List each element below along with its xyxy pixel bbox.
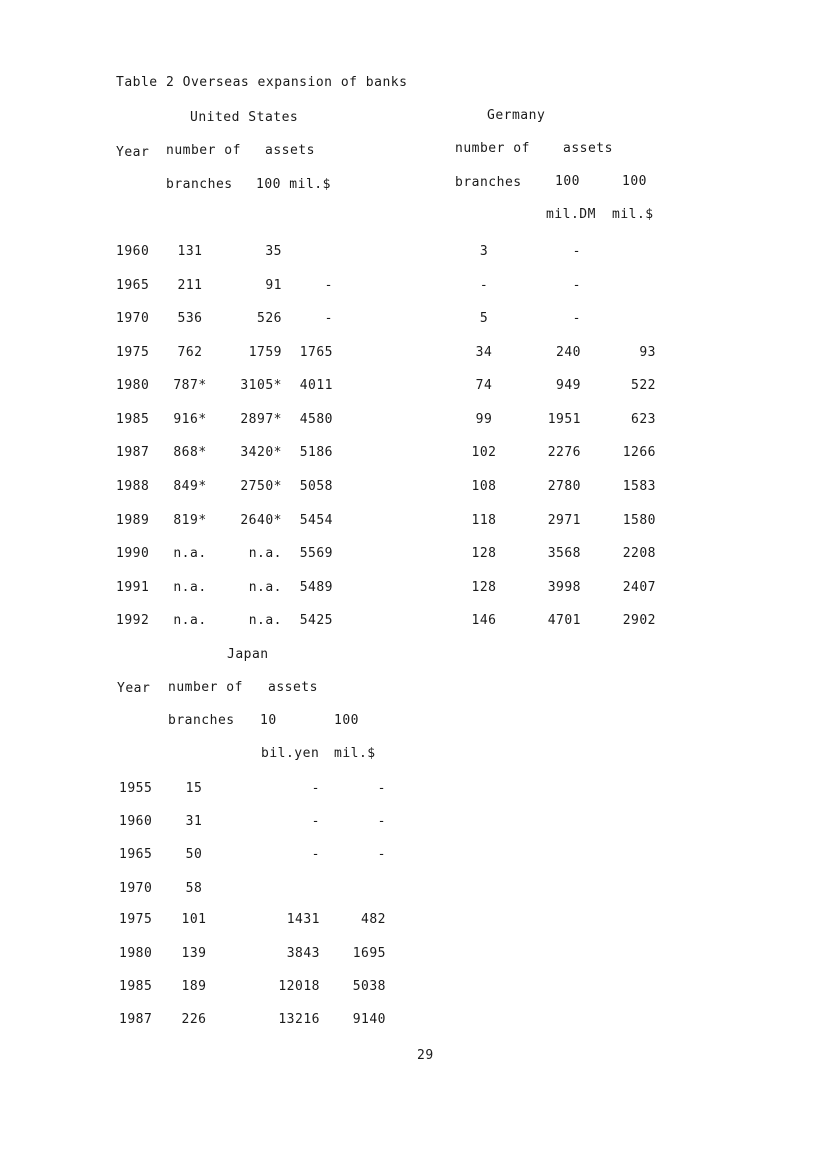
us-row-branches: 762 bbox=[177, 345, 203, 360]
germany-row-assets-usd: 2902 bbox=[622, 613, 656, 628]
japan-row-year: 1960 bbox=[119, 814, 153, 829]
germany-row-branches: 102 bbox=[471, 445, 497, 460]
us-row-branches: 849* bbox=[173, 479, 207, 494]
japan-table-row bbox=[0, 912, 827, 928]
japan-table-row bbox=[0, 946, 827, 962]
us-row-assets-b: 5454 bbox=[299, 513, 333, 528]
germany-row-assets-usd: 1583 bbox=[622, 479, 656, 494]
japan-table-row bbox=[0, 781, 827, 797]
us-row-branches: n.a. bbox=[173, 546, 207, 561]
us-table-row bbox=[0, 546, 827, 562]
us-table-row bbox=[0, 244, 827, 260]
germany-row-assets-usd: 1580 bbox=[622, 513, 656, 528]
germany-row-assets-usd: 93 bbox=[639, 345, 656, 360]
us-row-assets-a: n.a. bbox=[248, 546, 282, 561]
us-row-year: 1991 bbox=[116, 580, 150, 595]
japan-row-assets-usd: - bbox=[377, 781, 386, 796]
us-table-row bbox=[0, 345, 827, 361]
germany-col-branches: branches bbox=[455, 175, 522, 190]
japan-table-row bbox=[0, 847, 827, 863]
us-row-assets-b: 4011 bbox=[299, 378, 333, 393]
germany-row-branches: 5 bbox=[479, 311, 489, 326]
us-table-row bbox=[0, 479, 827, 495]
japan-row-assets-yen: 13216 bbox=[278, 1012, 320, 1027]
us-row-year: 1970 bbox=[116, 311, 150, 326]
japan-table-row bbox=[0, 881, 827, 897]
us-row-assets-a: 3105* bbox=[240, 378, 282, 393]
us-row-assets-b: 5489 bbox=[299, 580, 333, 595]
germany-col-unit-a-bottom: mil.DM bbox=[546, 207, 596, 222]
us-table-row bbox=[0, 378, 827, 394]
japan-col-unit-a-bottom: bil.yen bbox=[261, 746, 320, 761]
japan-row-assets-yen: 1431 bbox=[286, 912, 320, 927]
japan-row-assets-usd: 1695 bbox=[352, 946, 386, 961]
table-title: Table 2 Overseas expansion of banks bbox=[116, 75, 408, 90]
japan-col-number-of: number of bbox=[168, 680, 243, 695]
us-row-branches: 868* bbox=[173, 445, 207, 460]
us-row-assets-b: 5425 bbox=[299, 613, 333, 628]
japan-row-assets-usd: - bbox=[377, 814, 386, 829]
germany-row-assets-dm: - bbox=[572, 311, 581, 326]
us-row-assets-a: 2897* bbox=[240, 412, 282, 427]
japan-row-branches: 139 bbox=[181, 946, 207, 961]
us-row-branches: 536 bbox=[177, 311, 203, 326]
us-row-assets-b: - bbox=[324, 278, 333, 293]
japan-row-assets-yen: - bbox=[311, 847, 320, 862]
germany-col-unit-b-top: 100 bbox=[622, 174, 647, 189]
us-row-assets-b: 1765 bbox=[299, 345, 333, 360]
us-table-row bbox=[0, 311, 827, 327]
germany-row-branches: 128 bbox=[471, 580, 497, 595]
germany-row-assets-dm: - bbox=[572, 278, 581, 293]
japan-row-assets-yen: - bbox=[311, 781, 320, 796]
japan-row-assets-yen: 3843 bbox=[286, 946, 320, 961]
japan-row-year: 1965 bbox=[119, 847, 153, 862]
us-row-year: 1985 bbox=[116, 412, 150, 427]
us-col-assets-unit: 100 mil.$ bbox=[256, 177, 331, 192]
japan-row-year: 1955 bbox=[119, 781, 153, 796]
us-row-assets-b: - bbox=[324, 311, 333, 326]
japan-col-year: Year bbox=[117, 681, 151, 696]
japan-row-assets-yen: 12018 bbox=[278, 979, 320, 994]
germany-col-assets: assets bbox=[563, 141, 613, 156]
us-table-row bbox=[0, 278, 827, 294]
germany-row-assets-dm: 4701 bbox=[547, 613, 581, 628]
us-table-row bbox=[0, 580, 827, 596]
japan-row-year: 1980 bbox=[119, 946, 153, 961]
germany-row-branches: 34 bbox=[475, 345, 493, 360]
germany-row-assets-dm: 3568 bbox=[547, 546, 581, 561]
us-row-assets-a: 91 bbox=[265, 278, 282, 293]
us-row-assets-a: n.a. bbox=[248, 580, 282, 595]
us-row-year: 1960 bbox=[116, 244, 150, 259]
japan-col-unit-b-bottom: mil.$ bbox=[334, 746, 376, 761]
germany-row-branches: 3 bbox=[479, 244, 489, 259]
germany-row-branches: 146 bbox=[471, 613, 497, 628]
us-row-assets-b: 5186 bbox=[299, 445, 333, 460]
japan-table-row bbox=[0, 1012, 827, 1028]
us-row-assets-a: 3420* bbox=[240, 445, 282, 460]
us-table-row bbox=[0, 513, 827, 529]
japan-col-unit-b-top: 100 bbox=[334, 713, 359, 728]
page-number: 29 bbox=[417, 1048, 434, 1063]
us-row-year: 1989 bbox=[116, 513, 150, 528]
japan-col-assets: assets bbox=[268, 680, 318, 695]
germany-row-branches: 118 bbox=[471, 513, 497, 528]
us-table-row bbox=[0, 412, 827, 428]
germany-row-assets-dm: 240 bbox=[556, 345, 581, 360]
us-row-assets-a: 526 bbox=[257, 311, 282, 326]
us-row-assets-b: 5569 bbox=[299, 546, 333, 561]
germany-row-assets-usd: 2407 bbox=[622, 580, 656, 595]
germany-row-assets-dm: 949 bbox=[556, 378, 581, 393]
us-row-branches: 787* bbox=[173, 378, 207, 393]
japan-row-year: 1987 bbox=[119, 1012, 153, 1027]
germany-row-assets-dm: 1951 bbox=[547, 412, 581, 427]
japan-row-year: 1970 bbox=[119, 881, 153, 896]
us-col-branches: branches bbox=[166, 177, 233, 192]
us-heading: United States bbox=[190, 110, 299, 125]
japan-row-branches: 189 bbox=[181, 979, 207, 994]
germany-col-unit-b-bottom: mil.$ bbox=[612, 207, 654, 222]
germany-row-branches: 99 bbox=[475, 412, 493, 427]
germany-row-branches: 128 bbox=[471, 546, 497, 561]
germany-row-assets-dm: 2276 bbox=[547, 445, 581, 460]
japan-col-branches: branches bbox=[168, 713, 235, 728]
germany-heading: Germany bbox=[487, 108, 546, 123]
germany-row-assets-usd: 1266 bbox=[622, 445, 656, 460]
germany-row-assets-dm: 3998 bbox=[547, 580, 581, 595]
japan-table-row bbox=[0, 979, 827, 995]
germany-row-assets-usd: 2208 bbox=[622, 546, 656, 561]
us-row-year: 1965 bbox=[116, 278, 150, 293]
japan-row-assets-usd: 482 bbox=[361, 912, 386, 927]
us-row-assets-a: 35 bbox=[265, 244, 282, 259]
japan-row-assets-usd: - bbox=[377, 847, 386, 862]
germany-row-assets-dm: 2971 bbox=[547, 513, 581, 528]
germany-row-assets-usd: 623 bbox=[631, 412, 656, 427]
japan-row-branches: 101 bbox=[181, 912, 207, 927]
us-table-row bbox=[0, 613, 827, 629]
us-row-branches: 819* bbox=[173, 513, 207, 528]
us-row-assets-a: 1759 bbox=[248, 345, 282, 360]
us-row-year: 1980 bbox=[116, 378, 150, 393]
japan-row-branches: 31 bbox=[185, 814, 203, 829]
us-col-year: Year bbox=[116, 145, 150, 160]
us-row-assets-b: 4580 bbox=[299, 412, 333, 427]
germany-col-number-of: number of bbox=[455, 141, 530, 156]
us-row-assets-b: 5058 bbox=[299, 479, 333, 494]
germany-row-branches: 74 bbox=[475, 378, 493, 393]
japan-row-branches: 50 bbox=[185, 847, 203, 862]
us-row-year: 1975 bbox=[116, 345, 150, 360]
japan-row-branches: 226 bbox=[181, 1012, 207, 1027]
germany-row-assets-usd: 522 bbox=[631, 378, 656, 393]
japan-row-year: 1975 bbox=[119, 912, 153, 927]
germany-row-branches: 108 bbox=[471, 479, 497, 494]
japan-row-assets-yen: - bbox=[311, 814, 320, 829]
us-row-assets-a: 2750* bbox=[240, 479, 282, 494]
japan-table-row bbox=[0, 814, 827, 830]
us-table-row bbox=[0, 445, 827, 461]
us-col-number-of: number of bbox=[166, 143, 241, 158]
germany-row-assets-dm: - bbox=[572, 244, 581, 259]
japan-row-branches: 58 bbox=[185, 881, 203, 896]
us-row-year: 1992 bbox=[116, 613, 150, 628]
germany-row-branches: - bbox=[479, 278, 489, 293]
us-row-branches: n.a. bbox=[173, 580, 207, 595]
us-row-assets-a: n.a. bbox=[248, 613, 282, 628]
japan-row-year: 1985 bbox=[119, 979, 153, 994]
germany-col-unit-a-top: 100 bbox=[555, 174, 580, 189]
japan-row-assets-usd: 9140 bbox=[352, 1012, 386, 1027]
us-row-branches: n.a. bbox=[173, 613, 207, 628]
germany-row-assets-dm: 2780 bbox=[547, 479, 581, 494]
us-row-year: 1987 bbox=[116, 445, 150, 460]
japan-row-assets-usd: 5038 bbox=[352, 979, 386, 994]
japan-row-branches: 15 bbox=[185, 781, 203, 796]
us-row-branches: 211 bbox=[177, 278, 203, 293]
us-row-assets-a: 2640* bbox=[240, 513, 282, 528]
us-row-year: 1988 bbox=[116, 479, 150, 494]
us-row-branches: 131 bbox=[177, 244, 203, 259]
japan-heading: Japan bbox=[227, 647, 269, 662]
japan-col-unit-a-top: 10 bbox=[260, 713, 277, 728]
us-row-year: 1990 bbox=[116, 546, 150, 561]
us-row-branches: 916* bbox=[173, 412, 207, 427]
us-col-assets: assets bbox=[265, 143, 315, 158]
